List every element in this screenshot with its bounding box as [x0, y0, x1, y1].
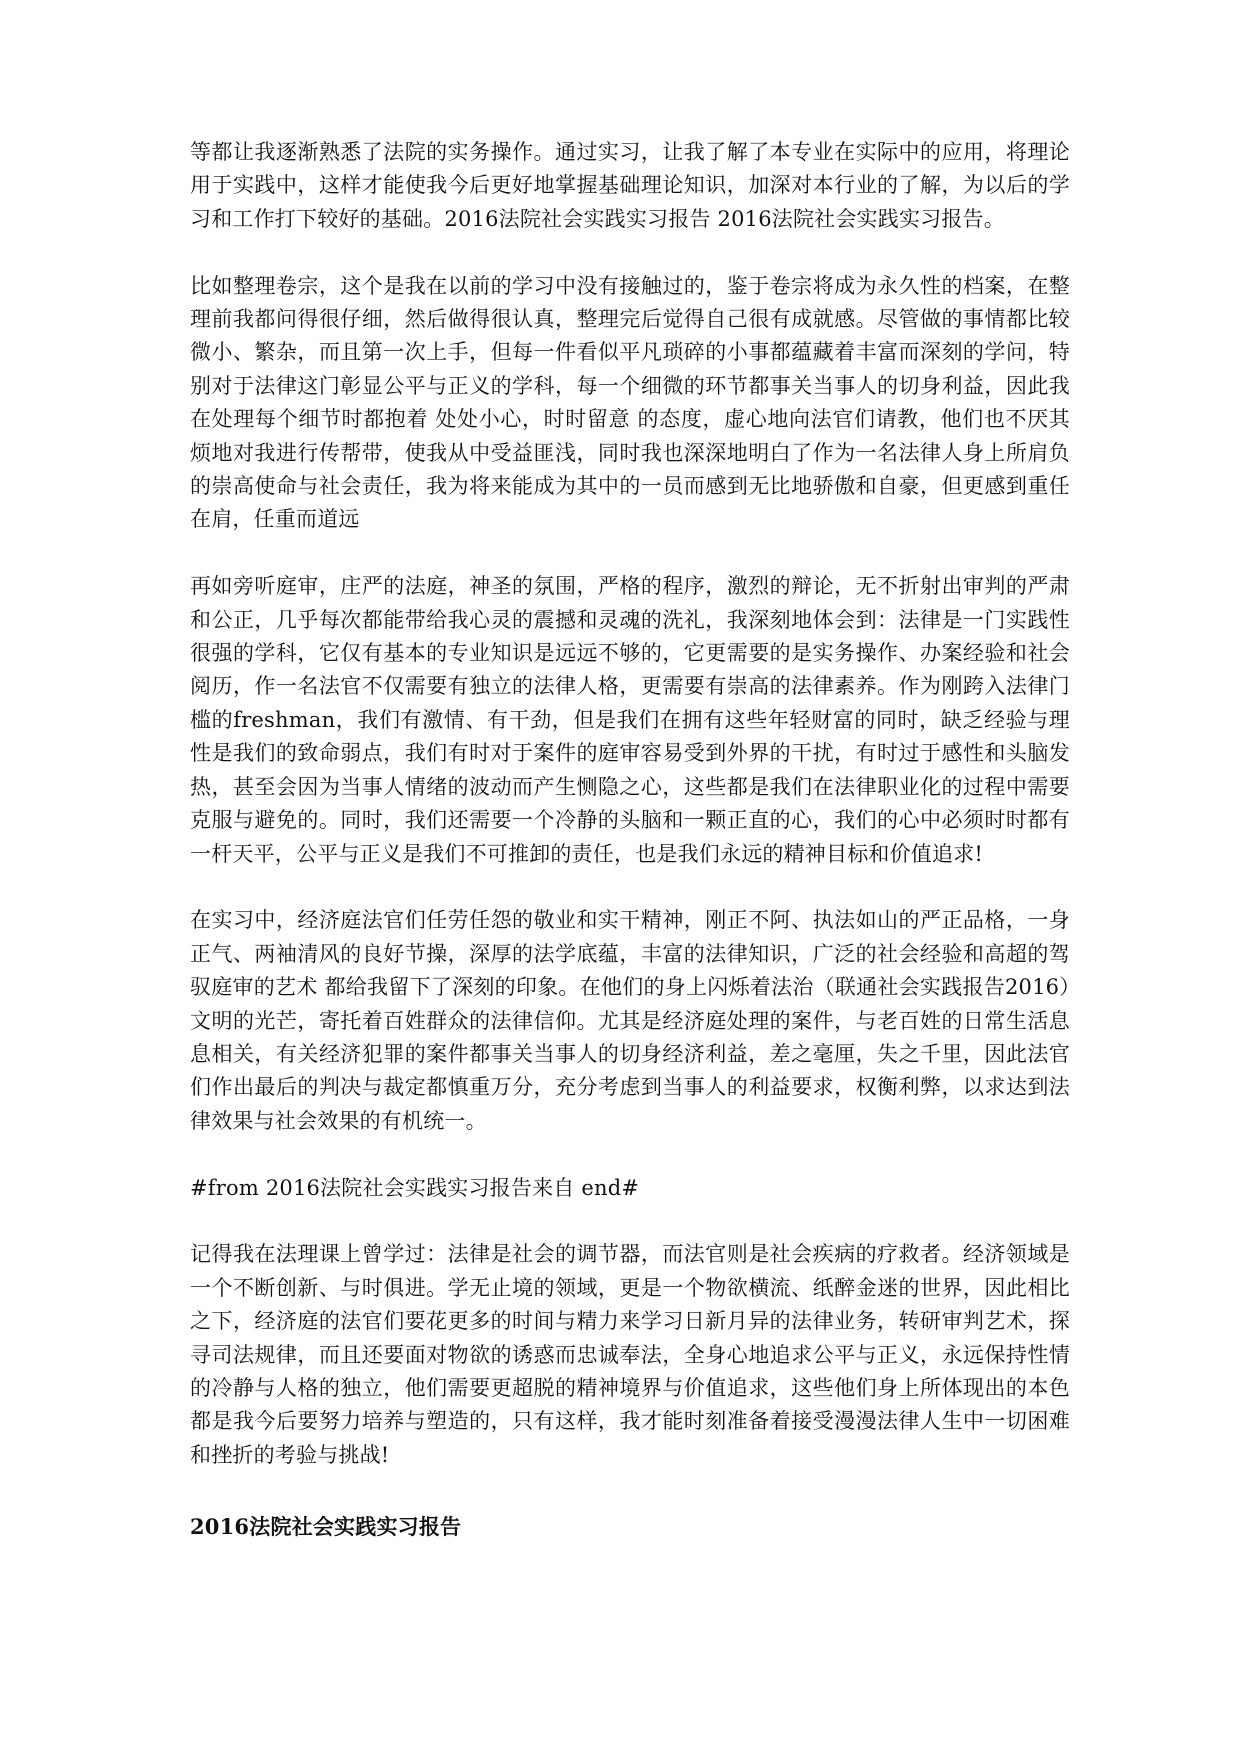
- paragraph-1: 等都让我逐渐熟悉了法院的实务操作。通过实习，让我了解了本专业在实际中的应用，将理论用于实践中，这样才能使我今后更好地掌握基础理论知识，加深对本行业的了解，为以后的学习和工作打下较好的基础。2016法院社会实践实习报告 2016法院社会实践实习报告。: [190, 140, 1070, 231]
- source-marker-line: #from 2016法院社会实践实习报告来自 end#: [190, 1175, 640, 1200]
- document-body: [190, 136, 1070, 1544]
- paragraph-4: 在实习中，经济庭法官们任劳任怨的敬业和实干精神，刚正不阿、执法如山的严正品格，一身正气、两袖清风的良好节操，深厚的法学底蕴，丰富的法律知识，广泛的社会经验和高超的驾驭庭审的艺术 都给我留下了深刻的印象。在他们的身上闪烁着法治（联通社会实践报告2016）文明的光芒，寄托着百姓群众的法律信仰。尤其是经济庭处理的案件，与老百姓的日常生活息息相关，有关经济犯罪的案件都事关当事人的切身经济利益，差之毫厘，失之千里，因此法官们作出最后的判决与裁定都慎重万分，充分考虑到当事人的利益要求，权衡利弊，以求达到法律效果与社会效果的有机统一。: [190, 908, 1070, 1133]
- paragraph-3: 再如旁听庭审，庄严的法庭，神圣的氛围，严格的程序，激烈的辩论，无不折射出审判的严肃和公正，几乎每次都能带给我心灵的震撼和灵魂的洗礼，我深刻地体会到：法律是一门实践性很强的学科，它仅有基本的专业知识是远远不够的，它更需要的是实务操作、办案经验和社会阅历，作一名法官不仅需要有独立的法律人格，更需要有崇高的法律素养。作为刚跨入法律门槛的freshman，我们有激情、有干劲，但是我们在拥有这些年轻财富的同时，缺乏经验与理性是我们的致命弱点，我们有时对于案件的庭审容易受到外界的干扰，有时过于感性和头脑发热，甚至会因为当事人情绪的波动而产生恻隐之心，这些都是我们在法律职业化的过程中需要克服与避免的。同时，我们还需要一个冷静的头脑和一颗正直的心，我们的心中必须时时都有一杆天平，公平与正义是我们不可推卸的责任，也是我们永远的精神目标和价值追求!: [190, 574, 1070, 866]
- paragraph-5: 记得我在法理课上曾学过：法律是社会的调节器，而法官则是社会疾病的疗救者。经济领域是一个不断创新、与时俱进。学无止境的领域，更是一个物欲横流、纸醉金迷的世界，因此相比之下，经济庭的法官们要花更多的时间与精力来学习日新月异的法律业务，转研审判艺术，探寻司法规律，而且还要面对物欲的诱惑而忠诚奉法，全身心地追求公平与正义，永远保持性情的冷静与人格的独立，他们需要更超脱的精神境界与价值追求，这些他们身上所体现出的本色都是我今后要努力培养与塑造的，只有这样，我才能时刻准备着接受漫漫法律人生中一切困难和挫折的考验与挑战!: [190, 1242, 1070, 1467]
- section-heading: 2016法院社会实践实习报告: [190, 1514, 462, 1540]
- paragraph-2: 比如整理卷宗，这个是我在以前的学习中没有接触过的，鉴于卷宗将成为永久性的档案，在整理前我都问得很仔细，然后做得很认真，整理完后觉得自己很有成就感。尽管做的事情都比较微小、繁杂，而且第一次上手，但每一件看似平凡琐碎的小事都蕴藏着丰富而深刻的学问，特别对于法律这门彰显公平与正义的学科，每一个细微的环节都事关当事人的切身利益，因此我在处理每个细节时都抱着 处处小心，时时留意 的态度，虚心地向法官们请教，他们也不厌其烦地对我进行传帮带，使我从中受益匪浅，同时我也深深地明白了作为一名法律人身上所肩负的崇高使命与社会责任，我为将来能成为其中的一员而感到无比地骄傲和自豪，但更感到重任在肩，任重而道远: [190, 273, 1070, 532]
